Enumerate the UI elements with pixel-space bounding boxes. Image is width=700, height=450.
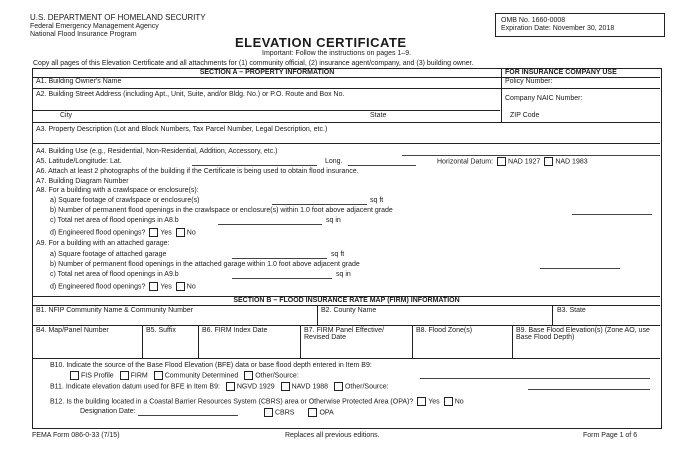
- a4-label: A4. Building Use (e.g., Residential, Non-Residential, Addition, Accessory, etc.): [36, 148, 278, 155]
- a8c-label: c) Total net area of flood openings in A8.b: [50, 217, 179, 224]
- longitude-label: Long.: [325, 158, 343, 165]
- agency-subname: Federal Emergency Management Agency: [30, 23, 159, 30]
- opa-checkbox[interactable]: [308, 408, 317, 417]
- a9b-field[interactable]: [540, 268, 620, 269]
- a9c-label: c) Total net area of flood openings in A9.b: [50, 271, 179, 278]
- a9d-no-checkbox[interactable]: [176, 282, 185, 291]
- company-use-header: FOR INSURANCE COMPANY USE: [505, 69, 617, 76]
- omb-expiration: Expiration Date: November 30, 2018: [501, 25, 615, 32]
- a4-field[interactable]: [402, 155, 660, 156]
- a8c-field[interactable]: [218, 224, 322, 225]
- b2-label: B2. County Name: [321, 307, 377, 314]
- latitude-field[interactable]: [192, 165, 317, 166]
- section-b-header: SECTION B – FLOOD INSURANCE RATE MAP (FIRM) INFORMATION: [233, 297, 460, 304]
- a8d-no-checkbox[interactable]: [176, 228, 185, 237]
- form-number: FEMA Form 086-0-33 (7/15): [32, 432, 120, 439]
- a9c-field[interactable]: [232, 278, 332, 279]
- b9-label: B9. Base Flood Elevation(s) (Zone AO, use Base Flood Depth): [516, 327, 650, 342]
- replaces-note: Replaces all previous editions.: [285, 432, 380, 439]
- naic-label: Company NAIC Number:: [505, 95, 583, 102]
- a7-label: A7. Building Diagram Number: [36, 178, 129, 185]
- copy-note: Copy all pages of this Elevation Certificate and all attachments for (1) community official, (2) insurance agent/company, and (3) building owner.: [33, 60, 474, 67]
- a5-label: A5. Latitude/Longitude: Lat.: [36, 158, 122, 165]
- b12-yes-checkbox[interactable]: [417, 397, 426, 406]
- b10-other-field[interactable]: [420, 378, 650, 379]
- state-label: State: [370, 112, 387, 119]
- a9b-label: b) Number of permanent flood openings in the attached garage within 1.0 foot above adjacent grade: [50, 261, 360, 268]
- page-title: ELEVATION CERTIFICATE: [235, 35, 407, 50]
- nad1927-checkbox[interactable]: [497, 157, 506, 166]
- a9a-label: a) Square footage of attached garage: [50, 251, 167, 258]
- a9-label: A9. For a building with an attached garage:: [36, 240, 170, 247]
- a3-label: A3. Property Description (Lot and Block Numbers, Tax Parcel Number, Legal Description, etc.): [36, 126, 328, 133]
- a8a-field[interactable]: [272, 204, 367, 205]
- program-name: National Flood Insurance Program: [30, 31, 137, 38]
- a6-label: A6. Attach at least 2 photographs of the building if the Certificate is being used to obtain flood insurance.: [36, 168, 359, 175]
- designation-date-label: Designation Date:: [80, 408, 136, 415]
- a8a-label: a) Square footage of crawlspace or enclosure(s): [50, 197, 200, 204]
- policy-number-label: Policy Number:: [505, 78, 553, 85]
- a9c-unit: sq in: [336, 271, 351, 278]
- omb-number: OMB No. 1660-0008: [501, 17, 566, 24]
- important-note: Important: Follow the instructions on pages 1–9.: [262, 50, 412, 57]
- a8d-yes-checkbox[interactable]: [149, 228, 158, 237]
- zip-label: ZIP Code: [510, 112, 540, 119]
- b5-label: B5. Suffix: [146, 327, 176, 334]
- b11-row: B11. Indicate elevation datum used for BFE in Item B9: NGVD 1929 NAVD 1988 Other/Source:: [50, 383, 389, 391]
- b12-no-checkbox[interactable]: [444, 397, 453, 406]
- b12-row: B12. Is the building located in a Coastal Barrier Resources System (CBRS) area or Otherwise Protected Area (OPA)? Yes No: [50, 398, 464, 406]
- cbrs-checkbox[interactable]: [264, 408, 273, 417]
- navd1988-checkbox[interactable]: [281, 382, 290, 391]
- a8a-unit: sq ft: [370, 197, 384, 204]
- ngvd1929-checkbox[interactable]: [226, 382, 235, 391]
- b4-label: B4. Map/Panel Number: [36, 327, 109, 334]
- b10-options: FIS Profile FIRM Community Determined Other/Source:: [70, 371, 299, 380]
- cbrs-opa-options: CBRS OPA: [260, 408, 334, 417]
- agency-name: U.S. DEPARTMENT OF HOMELAND SECURITY: [30, 13, 206, 22]
- designation-date-field[interactable]: [138, 415, 238, 416]
- b7-label: B7. FIRM Panel Effective/ Revised Date: [304, 327, 385, 342]
- a9d-row: d) Engineered flood openings? Yes No: [50, 283, 196, 291]
- page-number: Form Page 1 of 6: [583, 432, 638, 439]
- b1-label: B1. NFIP Community Name & Community Number: [36, 307, 194, 314]
- b11-other-field[interactable]: [528, 389, 650, 390]
- b6-label: B6. FIRM Index Date: [202, 327, 268, 334]
- a8b-label: b) Number of permanent flood openings in the crawlspace or enclosure(s) within 1.0 foot above adjacent grade: [50, 207, 393, 214]
- a1-label: A1. Building Owner's Name: [36, 78, 122, 85]
- horizontal-datum: Horizontal Datum: NAD 1927 NAD 1983: [437, 158, 588, 166]
- a2-label: A2. Building Street Address (including Apt., Unit, Suite, and/or Bldg. No.) or P.O. Route and Box No.: [36, 91, 345, 98]
- a8-label: A8. For a building with a crawlspace or enclosure(s):: [36, 187, 199, 194]
- other-source-b10-checkbox[interactable]: [244, 371, 253, 380]
- city-label: City: [60, 112, 73, 119]
- a9d-yes-checkbox[interactable]: [149, 282, 158, 291]
- a8d-row: d) Engineered flood openings? Yes No: [50, 229, 196, 237]
- nad1983-checkbox[interactable]: [544, 157, 553, 166]
- omb-box: [495, 13, 665, 37]
- firm-checkbox[interactable]: [120, 371, 129, 380]
- b8-label: B8. Flood Zone(s): [416, 327, 473, 334]
- a9a-unit: sq ft: [331, 251, 345, 258]
- a8b-field[interactable]: [572, 214, 652, 215]
- community-determined-checkbox[interactable]: [154, 371, 163, 380]
- section-a-header: SECTION A – PROPERTY INFORMATION: [199, 69, 335, 76]
- b3-label: B3. State: [557, 307, 586, 314]
- b10-label: B10. Indicate the source of the Base Flood Elevation (BFE) data or base flood depth entered in Item B9:: [50, 362, 372, 369]
- a9a-field[interactable]: [232, 258, 327, 259]
- a8c-unit: sq in: [326, 217, 341, 224]
- fis-profile-checkbox[interactable]: [70, 371, 79, 380]
- other-source-b11-checkbox[interactable]: [334, 382, 343, 391]
- longitude-field[interactable]: [348, 165, 416, 166]
